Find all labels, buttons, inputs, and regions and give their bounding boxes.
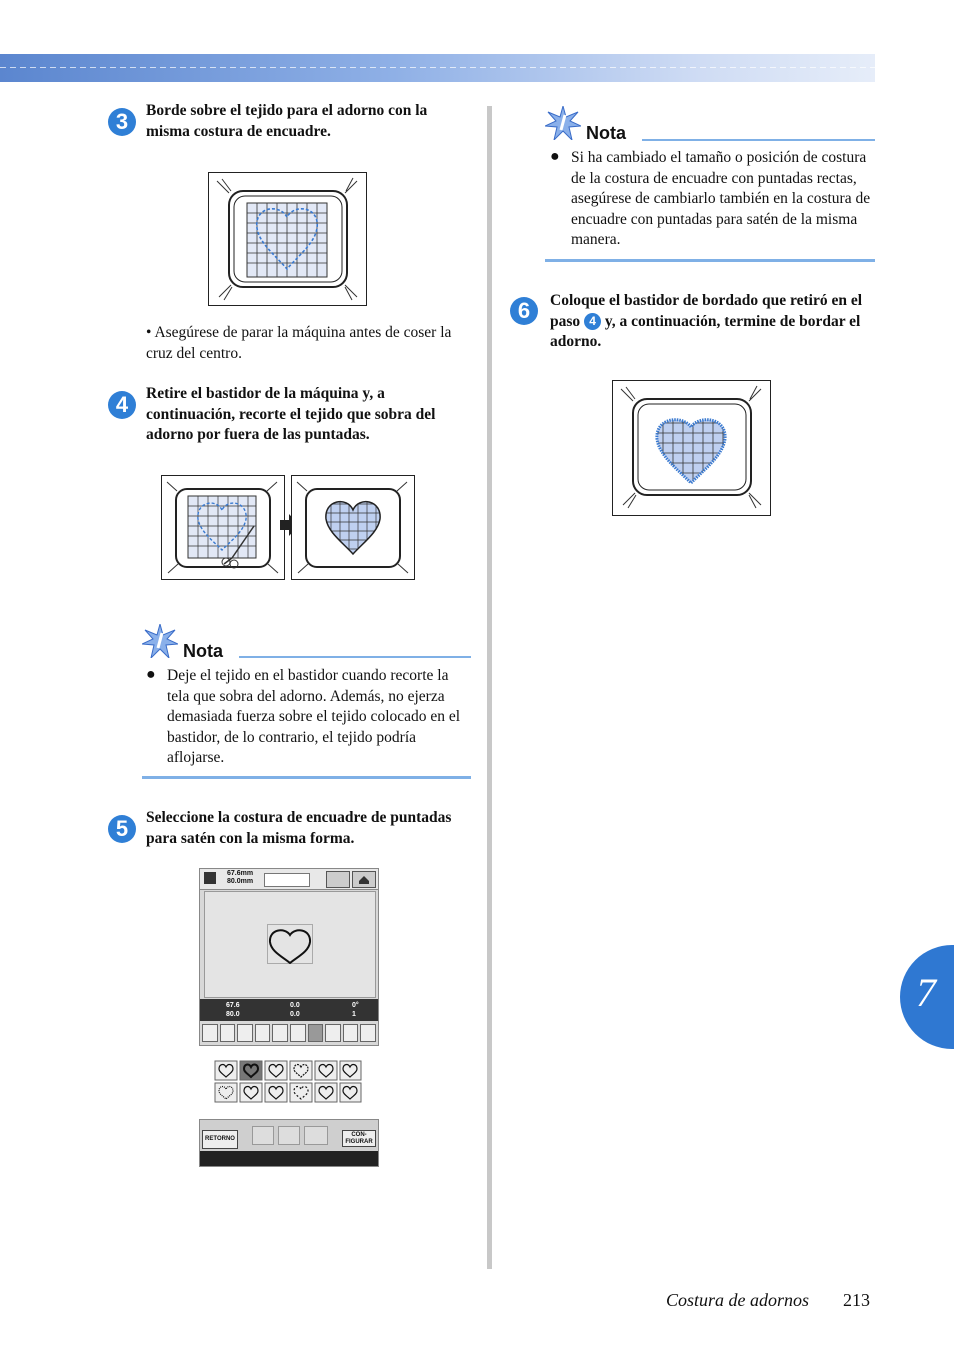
nota-bullet: ● [146, 666, 156, 683]
figure-cut-fabric [161, 475, 285, 580]
step-5-text: Seleccione la costura de encuadre de puntadas para satén con la misma forma. [146, 809, 452, 847]
size-height: 80.0 [227, 878, 241, 885]
step-5-badge: 5 [108, 815, 136, 843]
configurar-button[interactable]: CON- FIGURAR [342, 1130, 376, 1147]
help-button[interactable] [326, 871, 350, 888]
home-button[interactable] [352, 871, 376, 888]
shape-shield-button[interactable] [290, 1024, 306, 1042]
nota-title: Nota [183, 641, 223, 661]
stitch-type-grid [214, 1060, 362, 1103]
step-6-text: Coloque el bastidor de bordado que retiró en el paso 4 y, a continuación, termine de bordar el adorno. [550, 292, 863, 350]
shape-toolbar [202, 1024, 376, 1042]
shape-circle-button[interactable] [202, 1024, 218, 1042]
nota-rule-right [642, 139, 875, 141]
step-6-badge: 6 [510, 297, 538, 325]
shape-square-button[interactable] [220, 1024, 236, 1042]
info-bar: 67.6 80.0 0.0 0.0 0° 1 [200, 999, 378, 1021]
shape-diamond-button[interactable] [237, 1024, 253, 1042]
nota-title-right: Nota [586, 123, 626, 143]
figure-finished-heart [612, 380, 771, 516]
step-3-badge: 3 [108, 108, 136, 136]
bottom-controls [199, 1119, 379, 1167]
footer-section: Costura de adornos [666, 1290, 810, 1310]
chapter-tab: 7 [900, 945, 954, 1049]
step-ref-badge: 4 [584, 313, 601, 330]
machine-screen: 67.6mm 80.0mm 67.6 80.0 0.0 0.0 0° 1 [199, 868, 379, 1046]
shape-oval-button[interactable] [255, 1024, 271, 1042]
shape-tall-button[interactable] [360, 1024, 376, 1042]
step-4-text: Retire el bastidor de la máquina y, a continuación, recorte el tejido que sobra del adorno por fuera de las puntadas. [146, 385, 436, 443]
figure-cut-heart [291, 475, 415, 580]
column-divider [487, 106, 492, 1269]
nota-bullet-right: ● [550, 148, 560, 165]
step-4-badge: 4 [108, 391, 136, 419]
heart-preview [267, 924, 313, 964]
option-b-button[interactable] [278, 1126, 300, 1145]
nota-rule [239, 656, 471, 658]
option-a-button[interactable] [252, 1126, 274, 1145]
nota-bottom-rule-right [545, 259, 875, 262]
page-number: 213 [843, 1290, 870, 1310]
retorno-button[interactable]: RETORNO [202, 1130, 238, 1149]
nota-star-icon-right [545, 106, 581, 140]
option-abc-button[interactable] [304, 1126, 328, 1145]
size-icon [204, 872, 216, 884]
nota-text: Deje el tejido en el bastidor cuando recorte la tela que sobra del adorno. Además, no ejerza demasiada fuerza sobre el tejido colocado en el bastidor, de lo contrario, el tejido podría aflojarse. [167, 667, 461, 766]
step-3-text: Borde sobre el tejido para el adorno con la misma costura de encuadre. [146, 102, 428, 140]
status-strip [200, 1151, 378, 1166]
size-width: 67.6 [227, 870, 241, 877]
shape-badge-button[interactable] [343, 1024, 359, 1042]
header-band [0, 54, 875, 82]
step-3-note: • Asegúrese de parar la máquina antes de coser la cruz del centro. [146, 324, 452, 362]
figure-frame-stitch [208, 172, 367, 306]
shape-ring-button[interactable] [325, 1024, 341, 1042]
frame-selector[interactable] [264, 873, 310, 887]
nota-bottom-rule [142, 776, 471, 779]
nota-star-icon [142, 624, 178, 658]
preview-area [204, 891, 376, 998]
shape-heart-button[interactable] [308, 1024, 324, 1042]
nota-text-right: Si ha cambiado el tamaño o posición de costura de la costura de encuadre con puntadas rectas, asegúrese de cambiarlo también en la costura de encuadre con puntadas para satén de la misma manera. [571, 149, 871, 248]
shape-rect-button[interactable] [272, 1024, 288, 1042]
